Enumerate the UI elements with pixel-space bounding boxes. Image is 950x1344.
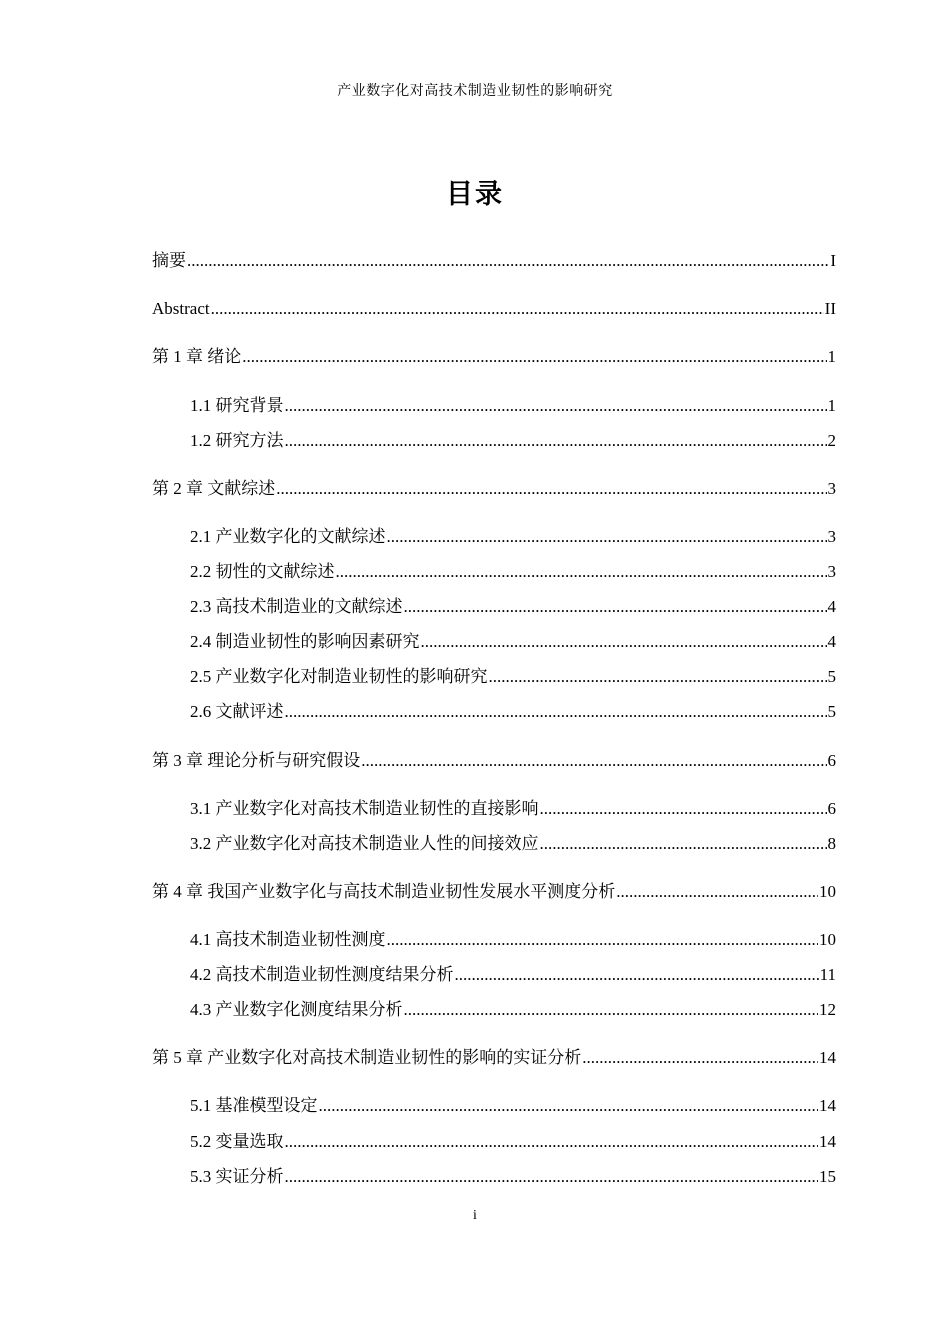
toc-entry-label: 4.2 高技术制造业韧性测度结果分析 (190, 965, 454, 984)
toc-entry[interactable] (190, 1166, 836, 1188)
toc-entry[interactable] (190, 798, 836, 820)
toc-entry[interactable] (190, 526, 836, 548)
toc-entry[interactable] (152, 881, 836, 903)
toc-entry-page: 14 (819, 1132, 836, 1151)
toc-entry-label: 2.5 产业数字化对制造业韧性的影响研究 (190, 667, 488, 686)
toc-entry-page: 14 (819, 1048, 836, 1067)
toc-entry[interactable] (190, 666, 836, 688)
dot-leader (211, 298, 824, 320)
toc-entry-label: 2.6 文献评述 (190, 702, 284, 721)
toc-entry-label: 2.3 高技术制造业的文献综述 (190, 597, 403, 616)
toc-entry-page: 3 (827, 479, 836, 498)
dot-leader (421, 631, 827, 653)
toc-entry-page: 4 (827, 597, 836, 616)
toc-entry-page: 3 (827, 562, 836, 581)
dot-leader (582, 1047, 818, 1069)
toc-entry-label: 4.3 产业数字化测度结果分析 (190, 1000, 403, 1019)
toc-entry-label: 1.1 研究背景 (190, 396, 284, 415)
dot-leader (285, 395, 827, 417)
dot-leader (489, 666, 827, 688)
dot-leader (187, 250, 829, 272)
toc-entry-label: 1.2 研究方法 (190, 431, 284, 450)
dot-leader (387, 526, 827, 548)
dot-leader (404, 596, 827, 618)
toc-entry-page: 14 (819, 1096, 836, 1115)
toc-entry-page: 11 (819, 965, 836, 984)
dot-leader (319, 1095, 819, 1117)
toc-entry-label: 3.2 产业数字化对高技术制造业人性的间接效应 (190, 834, 539, 853)
toc-entry[interactable] (190, 929, 836, 951)
toc-entry[interactable] (190, 999, 836, 1021)
toc-entry-label: 5.2 变量选取 (190, 1132, 284, 1151)
toc-entry-page: 10 (819, 882, 836, 901)
toc-entry-label: 2.1 产业数字化的文献综述 (190, 527, 386, 546)
page-number: i (473, 1208, 477, 1223)
toc-entry-page: 6 (827, 751, 836, 770)
toc-entry[interactable] (190, 395, 836, 417)
toc-entry-page: 10 (819, 930, 836, 949)
toc-entry-page: 1 (827, 347, 836, 366)
toc-entry[interactable] (152, 250, 836, 272)
toc-entry[interactable] (190, 964, 836, 986)
toc-entry-page: 4 (827, 632, 836, 651)
toc-entry-label: 摘要 (152, 251, 186, 270)
running-header: 产业数字化对高技术制造业韧性的影响研究 (337, 84, 613, 99)
dot-leader (285, 701, 827, 723)
toc-entry-label: 第 1 章 绪论 (152, 347, 242, 366)
toc-entry-page: 3 (827, 527, 836, 546)
toc-entry-page: I (830, 251, 836, 270)
dot-leader (285, 1166, 819, 1188)
dot-leader (455, 964, 819, 986)
toc-entry-page: 6 (827, 799, 836, 818)
toc-entry[interactable] (152, 1047, 836, 1069)
toc-entry-page: 2 (827, 431, 836, 450)
toc-entry[interactable] (190, 596, 836, 618)
toc-entry-label: 第 3 章 理论分析与研究假设 (152, 751, 361, 770)
toc-entry-page: 12 (819, 1000, 836, 1019)
dot-leader (285, 430, 827, 452)
toc-entry-page: II (824, 299, 836, 318)
toc-entry-page: 1 (827, 396, 836, 415)
toc-entry-label: 4.1 高技术制造业韧性测度 (190, 930, 386, 949)
toc-entry-label: 第 5 章 产业数字化对高技术制造业韧性的影响的实证分析 (152, 1048, 582, 1067)
toc-entry[interactable] (190, 561, 836, 583)
toc-entry-page: 5 (827, 702, 836, 721)
toc-entry[interactable] (190, 1131, 836, 1153)
dot-leader (336, 561, 827, 583)
toc-entry[interactable] (190, 430, 836, 452)
toc-entry-page: 8 (827, 834, 836, 853)
dot-leader (540, 833, 827, 855)
dot-leader (616, 881, 818, 903)
dot-leader (285, 1131, 819, 1153)
toc-entry-label: 2.2 韧性的文献综述 (190, 562, 335, 581)
page-title: 目录 (446, 179, 504, 210)
toc-entry[interactable] (152, 478, 836, 500)
dot-leader (387, 929, 819, 951)
dot-leader (276, 478, 826, 500)
toc-entry-label: 5.1 基准模型设定 (190, 1096, 318, 1115)
toc-entry-page: 15 (819, 1167, 836, 1186)
toc-entry[interactable] (152, 298, 836, 320)
dot-leader (361, 750, 826, 772)
toc-entry-label: 第 4 章 我国产业数字化与高技术制造业韧性发展水平测度分析 (152, 882, 616, 901)
toc-entry[interactable] (152, 750, 836, 772)
toc-entry-label: 2.4 制造业韧性的影响因素研究 (190, 632, 420, 651)
dot-leader (242, 346, 826, 368)
toc-entry[interactable] (152, 346, 836, 368)
toc-entry[interactable] (190, 701, 836, 723)
toc-entry-label: 3.1 产业数字化对高技术制造业韧性的直接影响 (190, 799, 539, 818)
dot-leader (540, 798, 827, 820)
toc-entry-label: 5.3 实证分析 (190, 1167, 284, 1186)
dot-leader (404, 999, 819, 1021)
toc-entry-label: Abstract (152, 299, 210, 318)
toc-entry-page: 5 (827, 667, 836, 686)
toc-entry[interactable] (190, 833, 836, 855)
toc-entry[interactable] (190, 1095, 836, 1117)
toc-entry-label: 第 2 章 文献综述 (152, 479, 276, 498)
toc-entry[interactable] (190, 631, 836, 653)
